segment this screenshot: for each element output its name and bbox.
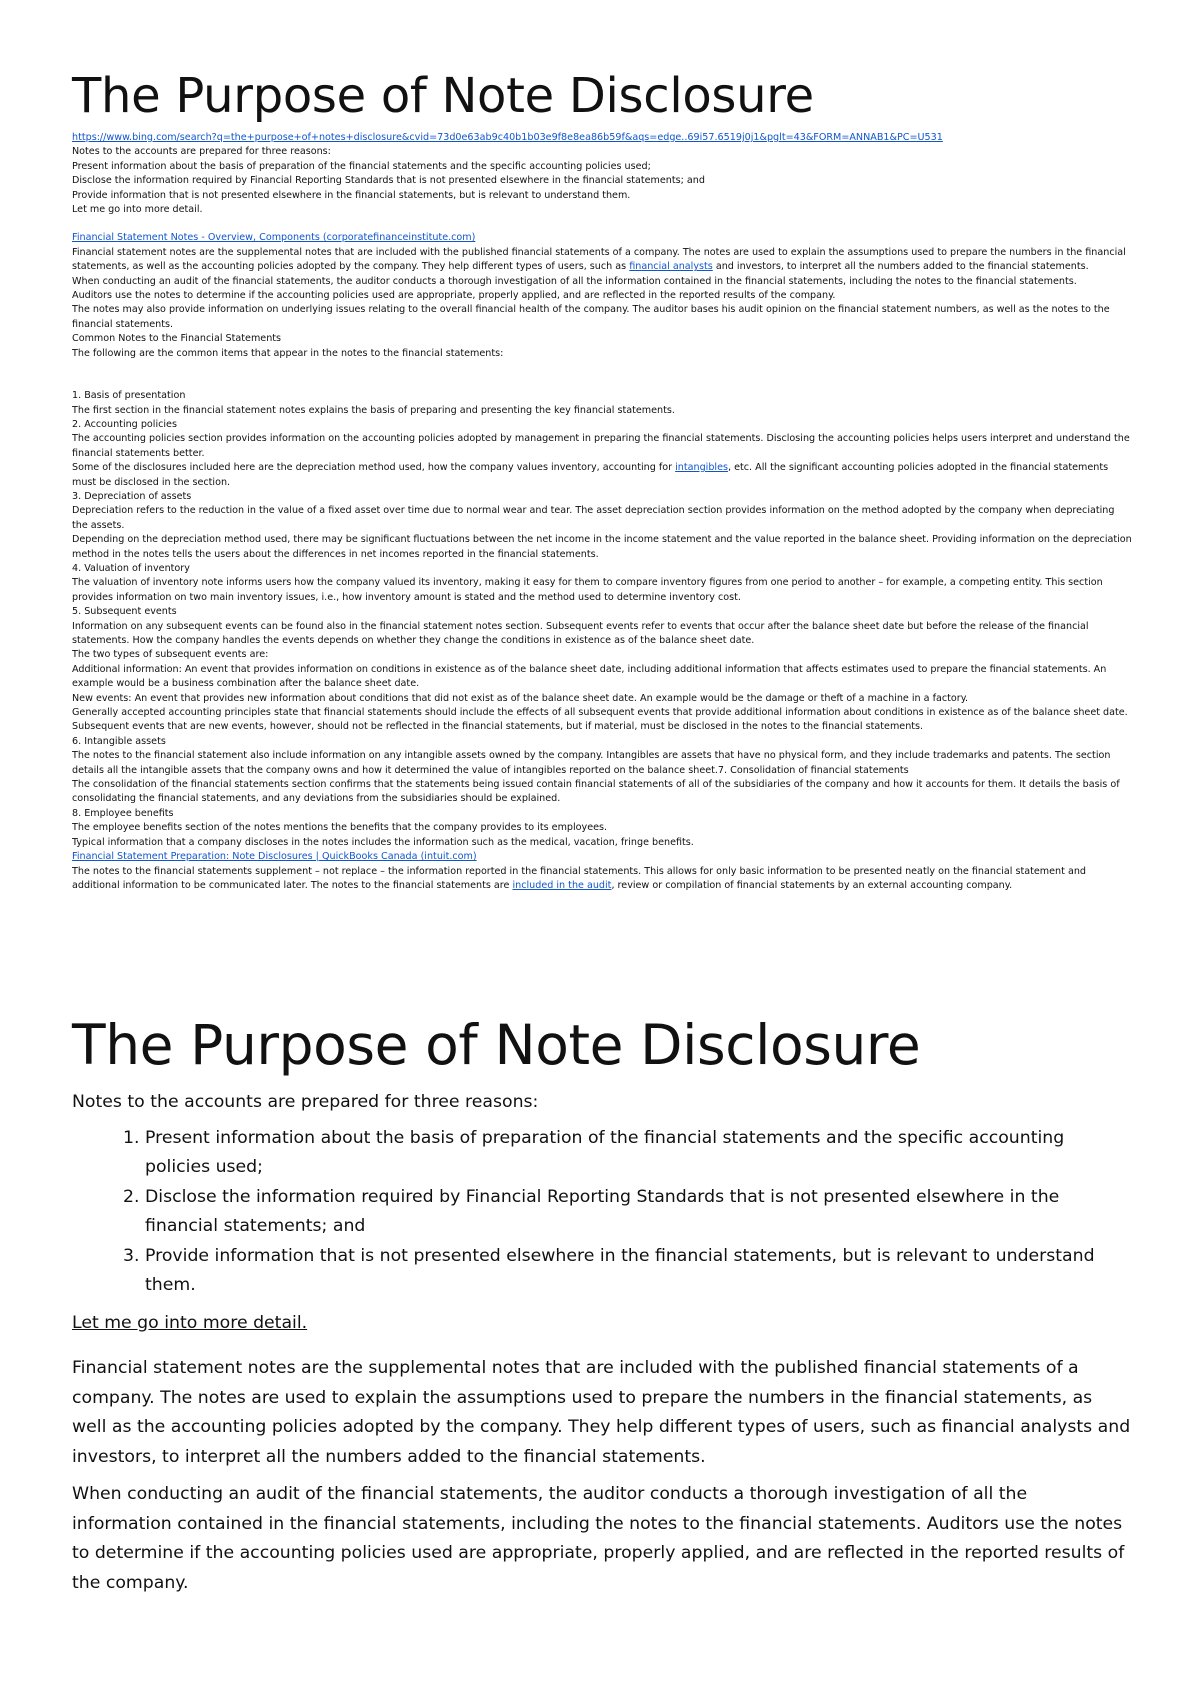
section-heading: 2. Accounting policies xyxy=(72,418,177,430)
paragraph: Typical information that a company discloses in the notes includes the information such as the medical, vacation, fringe benefits. xyxy=(72,836,694,848)
section-heading: 1. Basis of presentation xyxy=(72,390,186,402)
cfi-source-link[interactable]: Financial Statement Notes - Overview, Components (corporatefinanceinstitute.com) xyxy=(72,232,476,244)
summary-line: Disclose the information required by Financial Reporting Standards that is not presented elsewhere in the financial statements; and xyxy=(72,175,705,187)
paragraph: The consolidation of the financial statements section confirms that the statements being issued contain financial statements of all of the subsidiaries of the company and how it accounts for them. It details the basis of consolidating the financial statements, and any deviations from the subsidiaries should be explained. xyxy=(72,779,1120,805)
paragraph-text: The notes to the financial statements supplement – not replace – the information reported in the financial statements. This allows for only basic information to be presented neatly on the financial statement and additional information to be communicated later. The notes to the financial statements are xyxy=(72,865,1086,891)
paragraph: When conducting an audit of the financial statements, the auditor conducts a thorough investigation of all the information contained in the financial statements, including the notes to the financial statements. xyxy=(72,275,1077,287)
paragraph: The notes may also provide information on underlying issues relating to the overall financial health of the company. The auditor bases his audit opinion on the financial statement numbers, as well as the notes to the financial statements. xyxy=(72,304,1110,330)
summary-line: Provide information that is not presented elsewhere in the financial statements, but is relevant to understand them. xyxy=(72,189,631,201)
section-heading: Common Notes to the Financial Statements xyxy=(72,333,282,345)
paragraph: The employee benefits section of the notes mentions the benefits that the company provides to its employees. xyxy=(72,822,608,834)
paragraph: When conducting an audit of the financial statements, the auditor conducts a thorough investigation of all the information contained in the financial statements, including the notes to the financial statements. Auditors use the notes to determine if the accounting policies used are appropriate, properly applied, and are reflected in the reported results of the company. xyxy=(72,1484,1125,1593)
paragraph: The notes to the financial statement also include information on any intangible assets owned by the company. Intangibles are assets that have no physical form, and they include trademarks and patents. The section details all the intangible assets that the company owns and how it determined the value of intangibles reported on the balance sheet.7. Consolidation of financial statements xyxy=(72,750,1111,776)
page-title: The Purpose of Note Disclosure xyxy=(72,68,814,124)
paragraph: Generally accepted accounting principles state that financial statements should include the effects of all subsequent events that provide additional information about conditions in existence as of the balance sheet date. Subsequent events that are new events, however, should not be reflected in the financial statements, but if material, must be disclosed in the notes to the financial statements. xyxy=(72,707,1128,733)
quickbooks-source-link[interactable]: Financial Statement Preparation: Note Disclosures | QuickBooks Canada (intuit.com) xyxy=(72,851,477,863)
financial-analysts-link[interactable]: financial analysts xyxy=(629,261,713,273)
summary-line: Present information about the basis of preparation of the financial statements and the specific accounting policies used; xyxy=(72,160,651,172)
paragraph: The two types of subsequent events are: xyxy=(72,649,269,661)
paragraph xyxy=(72,246,1132,275)
paragraph: Additional information: An event that provides information on conditions in existence as of the balance sheet date, including additional information that affects estimates used to prepare the financial statements. An example would be a business combination after the balance sheet date. xyxy=(72,663,1107,690)
paragraph: Financial statement notes are the supplemental notes that are included with the published financial statements of a company. The notes are used to explain the assumptions used to prepare the numbers in the financial statements, as well as the accounting policies adopted by the company. They help different types of users, such as financial analysts and investors, to interpret all the numbers added to the financial statements. xyxy=(72,1358,1131,1467)
paragraph xyxy=(72,461,1132,490)
paragraph: Information on any subsequent events can be found also in the financial statement notes section. Subsequent events refer to events that occur after the balance sheet date but before the release of the financial statements. How the company handles the events depends on whether they change the conditions in existence as of the balance sheet date. xyxy=(72,620,1089,646)
list-item: 1. Present information about the basis of preparation of the financial statements and the specific accounting policies used; xyxy=(145,1124,1132,1183)
paragraph: Auditors use the notes to determine if the accounting policies used are appropriate, properly applied, and are reflected in the reported results of the company. xyxy=(72,290,836,302)
paragraph: Depending on the depreciation method used, there may be significant fluctuations between the net income in the income statement and the value reported in the balance sheet. Providing information on the depreciation method in the notes tells the users about the differences in net incomes reported in the financial statements. xyxy=(72,534,1132,560)
paragraph: The valuation of inventory note informs users how the company valued its inventory, making it easy for them to compare inventory figures from one period to another – for example, a competing entity. This section provides information on two main inventory issues, i.e., how inventory amount is stated and the method used to determine inventory cost. xyxy=(72,577,1103,603)
section-heading: 4. Valuation of inventory xyxy=(72,562,190,574)
notes-detail-section xyxy=(72,1088,1132,1598)
more-detail-text: Let me go into more detail. xyxy=(72,1312,308,1333)
paragraph: The following are the common items that appear in the notes to the financial statements: xyxy=(72,347,504,359)
included-in-audit-link[interactable]: included in the audit xyxy=(512,879,612,891)
paragraph: The accounting policies section provides information on the accounting policies adopted by management in preparing the financial statements. Disclosing the accounting policies helps users interpret and understand the financial statements better. xyxy=(72,433,1130,459)
paragraph-text: Some of the disclosures included here are the depreciation method used, how the company values inventory, accounting for xyxy=(72,462,676,474)
section-heading: 3. Depreciation of assets xyxy=(72,490,192,502)
intro-text: Notes to the accounts are prepared for three reasons: xyxy=(72,1092,539,1112)
paragraph-text: , review or compilation of financial statements by an external accounting company. xyxy=(611,879,1013,891)
paragraph xyxy=(72,865,1132,894)
section-heading: 5. Subsequent events xyxy=(72,606,177,618)
reasons-list xyxy=(72,1124,1132,1301)
section-heading: 8. Employee benefits xyxy=(72,807,174,819)
notes-summary-section xyxy=(72,131,1132,893)
paragraph-text: , etc. All the significant accounting policies adopted in the financial statements must be disclosed in the section. xyxy=(72,462,1109,488)
bing-search-link[interactable]: https://www.bing.com/search?q=the+purpose+of+notes+disclosure&cvid=73d0e63ab9c40b1b03e9f8e8ea86b59f&aqs=edge..69i57.6519j0j1&pglt=43&FORM=ANNAB1&PC=U531 xyxy=(72,132,943,143)
summary-line: Let me go into more detail. xyxy=(72,204,203,216)
paragraph-text: and investors, to interpret all the numbers added to the financial statements. xyxy=(712,261,1089,273)
section-heading: 6. Intangible assets xyxy=(72,735,166,747)
list-item: 3. Provide information that is not presented elsewhere in the financial statements, but is relevant to understand them. xyxy=(145,1242,1132,1301)
intangibles-link[interactable]: intangibles xyxy=(675,462,728,474)
paragraph: Depreciation refers to the reduction in the value of a fixed asset over time due to normal wear and tear. The asset depreciation section provides information on the method adopted by the company when depreciating the assets. xyxy=(72,505,1115,531)
section-title: The Purpose of Note Disclosure xyxy=(72,1013,921,1077)
paragraph-text: Financial statement notes are the supplemental notes that are included with the published financial statements of a company. The notes are used to explain the assumptions used to prepare the numbers in the financial statements, as well as the accounting policies adopted by the company. They help different types of users, such as xyxy=(72,246,1126,273)
paragraph: The first section in the financial statement notes explains the basis of preparing and presenting the key financial statements. xyxy=(72,404,675,416)
list-item: 2. Disclose the information required by Financial Reporting Standards that is not presented elsewhere in the financial statements; and xyxy=(145,1183,1132,1242)
summary-line: Notes to the accounts are prepared for three reasons: xyxy=(72,146,331,158)
paragraph: New events: An event that provides new information about conditions that did not exist as of the balance sheet date. An example would be the damage or theft of a machine in a factory. xyxy=(72,692,969,704)
